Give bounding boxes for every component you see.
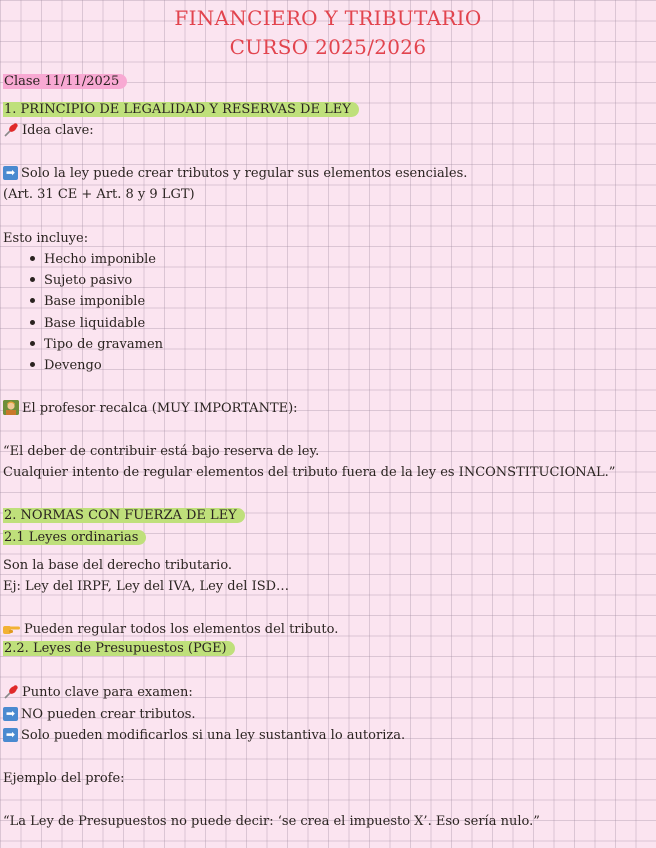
section2-heading: 2. NORMAS CON FUERZA DE LEY bbox=[3, 508, 245, 523]
includes-label: Esto incluye: bbox=[3, 231, 89, 246]
section1-heading: 1. PRINCIPIO DE LEGALIDAD Y RESERVAS DE LEY bbox=[3, 102, 359, 117]
class-date: Clase 11/11/2025 bbox=[3, 74, 127, 89]
idea-text: Solo la ley puede crear tributos y regular sus elementos esenciales. bbox=[21, 166, 468, 181]
idea-text-line bbox=[3, 165, 467, 183]
page-title: FINANCIERO Y TRIBUTARIO bbox=[174, 6, 482, 30]
sub1-point: Pueden regular todos los elementos del tributo. bbox=[24, 622, 339, 637]
list-item: Sujeto pasivo bbox=[30, 272, 132, 290]
sub1-text2: Ej: Ley del IRPF, Ley del IVA, Ley del ISD… bbox=[3, 579, 290, 594]
right-arrow-icon: ➡ bbox=[3, 166, 18, 180]
exam-point2: Solo pueden modificarlos si una ley sustantiva lo autoriza. bbox=[21, 728, 406, 743]
sub1-heading: 2.1 Leyes ordinarias bbox=[3, 530, 146, 545]
reference-text: (Art. 31 CE + Art. 8 y 9 LGT) bbox=[3, 187, 195, 202]
sub1-text1: Son la base del derecho tributario. bbox=[3, 558, 233, 573]
profesor-note-line bbox=[3, 400, 298, 418]
page-subtitle: CURSO 2025/2026 bbox=[229, 35, 427, 59]
list-item: Tipo de gravamen bbox=[30, 336, 163, 354]
exam-point1-line bbox=[3, 706, 196, 724]
right-arrow-icon: ➡ bbox=[3, 707, 18, 721]
sub1-heading-line bbox=[3, 529, 146, 547]
right-arrow-icon: ➡ bbox=[3, 728, 18, 742]
exam-point1: NO pueden crear tributos. bbox=[21, 707, 196, 722]
exam-label: Punto clave para examen: bbox=[22, 685, 193, 700]
sub2-heading-line bbox=[3, 640, 235, 658]
idea-clave-label: Idea clave: bbox=[22, 123, 94, 138]
list-item: Hecho imponible bbox=[30, 251, 156, 269]
section2-heading-line bbox=[3, 507, 245, 525]
pushpin-icon bbox=[3, 122, 19, 138]
example-quote: “La Ley de Presupuestos no puede decir: ‘se crea el impuesto X’. Eso sería nulo.” bbox=[3, 814, 540, 829]
exam-point2-line bbox=[3, 727, 405, 745]
sub2-heading: 2.2. Leyes de Presupuestos (PGE) bbox=[3, 641, 235, 656]
list-item: Base imponible bbox=[30, 293, 145, 311]
exam-label-line bbox=[3, 684, 193, 702]
list-item: Devengo bbox=[30, 357, 102, 375]
class-date-line bbox=[3, 73, 127, 91]
example-label: Ejemplo del profe: bbox=[3, 771, 125, 786]
idea-clave-line bbox=[3, 122, 94, 140]
pushpin-icon bbox=[3, 684, 19, 700]
quote-line1: “El deber de contribuir está bajo reserva de ley. bbox=[3, 444, 320, 459]
profesor-note: El profesor recalca (MUY IMPORTANTE): bbox=[22, 401, 298, 416]
page-header bbox=[0, 4, 656, 62]
section1-heading-line bbox=[3, 101, 359, 119]
pointing-hand-icon bbox=[3, 623, 21, 635]
quote-line2: Cualquier intento de regular elementos del tributo fuera de la ley es INCONSTITUCIONAL.” bbox=[3, 465, 616, 480]
list-item: Base liquidable bbox=[30, 315, 145, 333]
teacher-icon bbox=[3, 400, 19, 415]
sub1-point-line bbox=[3, 621, 338, 639]
